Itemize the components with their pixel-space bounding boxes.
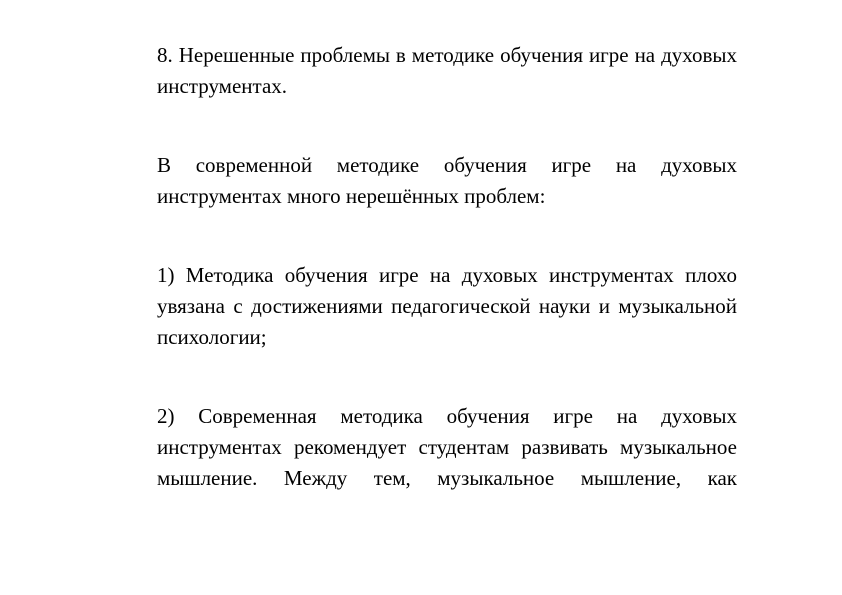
problem-item-1: 1) Методика обучения игре на духовых инструментах плохо увязана с достижениями педагогической науки и музыкальной психологии; xyxy=(157,263,737,349)
document-body xyxy=(157,40,737,494)
intro-paragraph: В современной методике обучения игре на духовых инструментах много нерешённых проблем: xyxy=(157,153,737,208)
problem-item-2: 2) Современная методика обучения игре на духовых инструментах рекомендует студентам развивать музыкальное мышление. Между тем, музыкальное мышление, как xyxy=(157,404,737,490)
section-heading: 8. Нерешенные проблемы в методике обучения игре на духовых инструментах. xyxy=(157,43,737,98)
